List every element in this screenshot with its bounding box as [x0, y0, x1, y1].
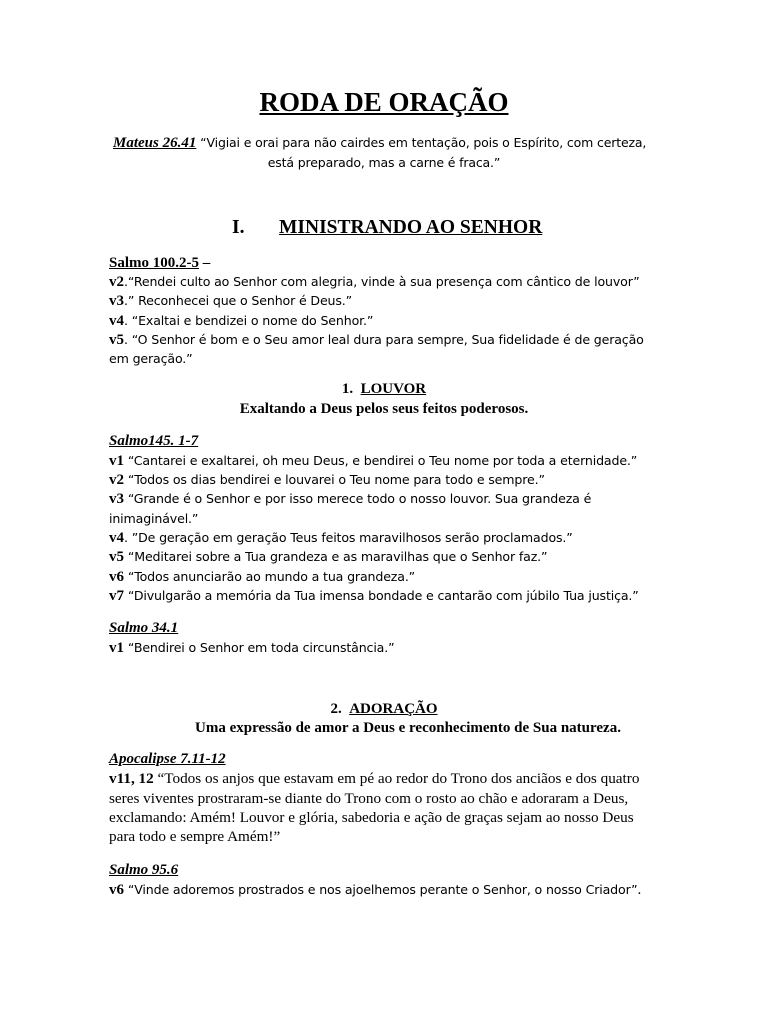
verse-text: “Divulgarão a memória da Tua imensa bondade e cantarão com júbilo Tua justiça.”: [124, 588, 639, 603]
adoracao-subtitle: Uma expressão de amor a Deus e reconhecimento de Sua natureza.: [195, 720, 621, 736]
apocalipse-line-3: exclamando: Amém! Louvor e glória, sabedoria e ação de graças sejam ao nosso Deus: [109, 809, 634, 826]
intro-text-1: “Vigiai e orai para não cairdes em tentação, pois o Espírito, com certeza,: [196, 135, 647, 150]
verse-end: .: [637, 882, 642, 898]
verse-line: [109, 272, 640, 292]
louvor-heading: [0, 380, 768, 399]
apocalipse-line-2: seres viventes prostraram-se diante do Trono com o rosto ao chão e adoraram a Deus,: [109, 790, 629, 807]
verse-label: v5: [109, 332, 124, 348]
verse-text: em geração.”: [109, 351, 193, 366]
intro-text-2: está preparado, mas a carne é fraca.”: [267, 155, 501, 170]
verse-text: “Grande é o Senhor e por isso merece todo o nosso louvor. Sua grandeza é: [124, 491, 592, 506]
verse-line: [109, 638, 394, 658]
verse-line: [109, 547, 547, 567]
verse-label: v7: [109, 588, 124, 604]
verse-label: v3: [109, 491, 124, 507]
verse-label: v2: [109, 472, 124, 488]
verse-line: [109, 489, 591, 509]
verse-line: [109, 330, 644, 350]
verse-line: [109, 349, 193, 369]
verse-line: [109, 567, 415, 587]
verse-line: [109, 470, 545, 490]
adoracao-title: ADORAÇÃO: [349, 701, 438, 717]
verse-label: v6: [109, 882, 124, 898]
salmo100-heading: [109, 254, 210, 273]
verse-line: [109, 451, 637, 471]
verse-line: [109, 528, 573, 548]
verse-line: [109, 880, 641, 900]
verse-label: v1: [109, 453, 124, 469]
salmo100-dash: –: [199, 255, 211, 271]
verse-label: v11, 12: [109, 770, 154, 787]
verse-label: v6: [109, 569, 124, 585]
salmo100-ref: Salmo 100.2-5: [109, 255, 199, 271]
verse-label: v3: [109, 293, 124, 309]
apocalipse-line-1: [109, 769, 639, 788]
verse-text: “Todos os dias bendirei e louvarei o Teu nome para todo e sempre.”: [124, 472, 545, 487]
adoracao-heading: [0, 700, 768, 719]
verse-text: “Bendirei o Senhor em toda circunstância.”: [124, 640, 395, 655]
salmo34-ref: Salmo 34.1: [109, 620, 179, 636]
verse-text: . ”De geração em geração Teus feitos maravilhosos serão proclamados.”: [124, 530, 573, 545]
verse-label: v2: [109, 274, 124, 290]
verse-label: v4: [109, 313, 124, 329]
apocalipse-line-4: para todo e sempre Amém!”: [109, 828, 281, 845]
louvor-subtitle: Exaltando a Deus pelos seus feitos poderosos.: [239, 401, 529, 417]
verse-text: “Meditarei sobre a Tua grandeza e as maravilhas que o Senhor faz.”: [124, 549, 548, 564]
verse-line: [109, 586, 639, 606]
verse-text: .“Rendei culto ao Senhor com alegria, vinde à sua presença com cântico de louvor”: [124, 274, 640, 289]
louvor-number: 1.: [341, 381, 354, 397]
apocalipse-ref: Apocalipse 7.11-12: [109, 751, 226, 767]
verse-line: [109, 291, 352, 311]
verse-text: “Vinde adoremos prostrados e nos ajoelhemos perante o Senhor, o nosso Criador”: [124, 882, 638, 897]
section-title: MINISTRANDO AO SENHOR: [279, 217, 543, 238]
verse-text: “Cantarei e exaltarei, oh meu Deus, e bendirei o Teu nome por toda a eternidade.”: [124, 453, 638, 468]
verse-text: .” Reconhecei que o Senhor é Deus.”: [124, 293, 353, 308]
intro-ref: Mateus 26.41: [113, 135, 197, 151]
verse-label: v4: [109, 530, 124, 546]
salmo145-ref: Salmo145. 1-7: [109, 433, 199, 449]
verse-text: . “Exaltai e bendizei o nome do Senhor.”: [124, 313, 374, 328]
verse-text: . “O Senhor é bom e o Seu amor leal dura para sempre, Sua fidelidade é de geração: [124, 332, 644, 347]
section-numeral: I.: [232, 217, 245, 238]
verse-label: v1: [109, 640, 124, 656]
verse-label: v5: [109, 549, 124, 565]
verse-text: inimaginável.”: [109, 511, 199, 526]
adoracao-number: 2.: [330, 701, 342, 717]
louvor-title: LOUVOR: [360, 381, 427, 397]
verse-text: “Todos anunciarão ao mundo a tua grandeza.”: [124, 569, 416, 584]
verse-line: [109, 311, 373, 331]
verse-line: [109, 509, 198, 529]
page-title: RODA DE ORAÇÃO: [259, 87, 509, 117]
intro-line-1: [113, 133, 646, 153]
salmo95-ref: Salmo 95.6: [109, 862, 179, 878]
verse-text: “Todos os anjos que estavam em pé ao redor do Trono dos anciãos e dos quatro: [153, 770, 640, 787]
